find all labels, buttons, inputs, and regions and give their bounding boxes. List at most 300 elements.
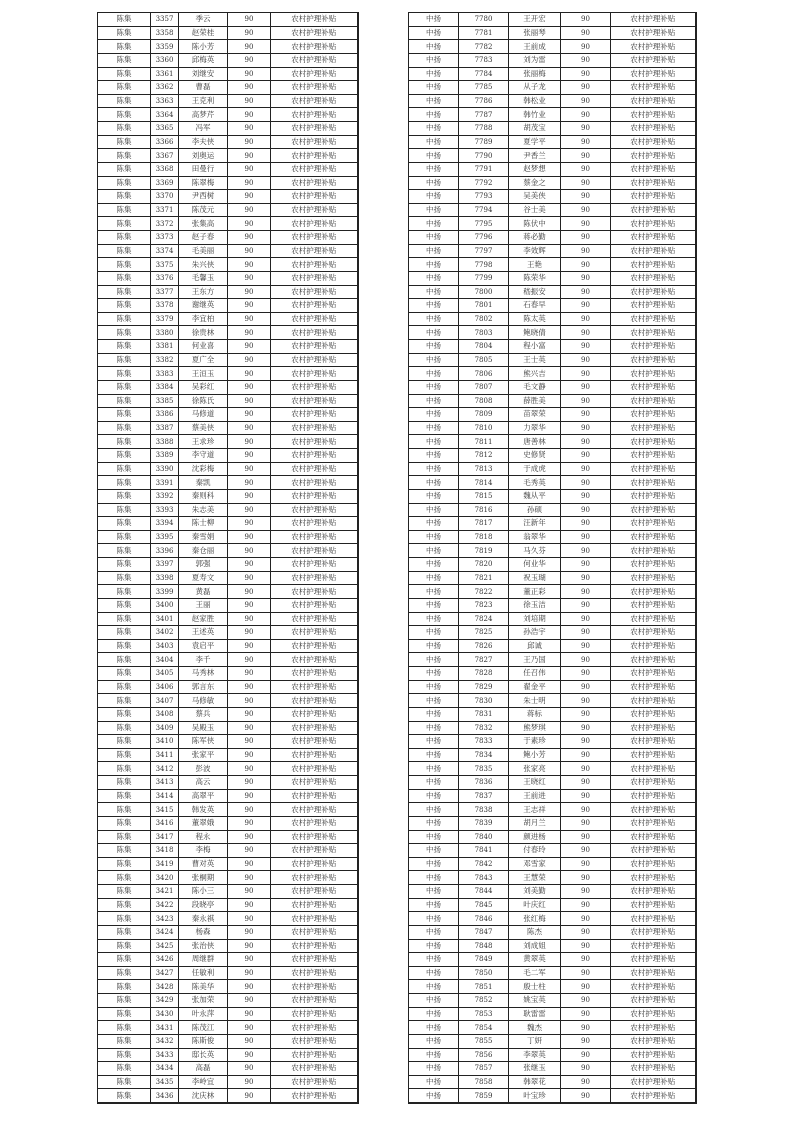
id-cell: 3366 — [151, 135, 179, 149]
subsidy-type-cell: 农村护理补贴 — [271, 885, 358, 899]
amount-cell: 90 — [561, 966, 611, 980]
subsidy-type-cell: 农村护理补贴 — [271, 394, 358, 408]
id-cell: 3421 — [151, 885, 179, 899]
name-cell: 曹磊 — [179, 81, 228, 95]
table-row — [409, 898, 696, 912]
id-cell: 3396 — [151, 544, 179, 558]
amount-cell: 90 — [561, 190, 611, 204]
table-row — [98, 285, 358, 299]
subsidy-type-cell: 农村护理补贴 — [271, 53, 358, 67]
name-cell: 黄磊 — [179, 585, 228, 599]
village-cell: 陈集 — [98, 694, 151, 708]
table-row — [409, 544, 696, 558]
id-cell: 3389 — [151, 449, 179, 463]
name-cell: 任敏利 — [179, 966, 228, 980]
name-cell: 陈茂江 — [179, 1021, 228, 1035]
id-cell: 7833 — [459, 735, 509, 749]
id-cell: 3365 — [151, 122, 179, 136]
id-cell: 7811 — [459, 435, 509, 449]
id-cell: 7824 — [459, 612, 509, 626]
amount-cell: 90 — [561, 149, 611, 163]
amount-cell: 90 — [561, 271, 611, 285]
table-row — [98, 1048, 358, 1062]
village-cell: 陈集 — [98, 1021, 151, 1035]
id-cell: 7807 — [459, 380, 509, 394]
village-cell: 中扬 — [409, 108, 459, 122]
name-cell: 邓雪家 — [509, 857, 561, 871]
table-row — [98, 53, 358, 67]
amount-cell: 90 — [228, 1062, 271, 1076]
subsidy-type-cell: 农村护理补贴 — [611, 966, 696, 980]
table-row — [98, 789, 358, 803]
village-cell: 中扬 — [409, 244, 459, 258]
name-cell: 王艳 — [509, 258, 561, 272]
subsidy-type-cell: 农村护理补贴 — [271, 108, 358, 122]
village-cell: 中扬 — [409, 258, 459, 272]
village-cell: 中扬 — [409, 190, 459, 204]
subsidy-type-cell: 农村护理补贴 — [271, 1048, 358, 1062]
table-row — [98, 1034, 358, 1048]
table-row — [98, 162, 358, 176]
name-cell: 史修贤 — [509, 449, 561, 463]
village-cell: 中扬 — [409, 81, 459, 95]
name-cell: 何业华 — [509, 558, 561, 572]
amount-cell: 90 — [228, 149, 271, 163]
subsidy-type-cell: 农村护理补贴 — [611, 735, 696, 749]
name-cell: 陈小芳 — [179, 40, 228, 54]
id-cell: 7856 — [459, 1048, 509, 1062]
village-cell: 陈集 — [98, 53, 151, 67]
id-cell: 7835 — [459, 762, 509, 776]
id-cell: 7842 — [459, 857, 509, 871]
village-cell: 中扬 — [409, 530, 459, 544]
village-cell: 中扬 — [409, 176, 459, 190]
table-row — [409, 517, 696, 531]
id-cell: 7853 — [459, 1007, 509, 1021]
name-cell: 张集高 — [179, 217, 228, 231]
amount-cell: 90 — [561, 639, 611, 653]
id-cell: 7858 — [459, 1075, 509, 1089]
name-cell: 石春早 — [509, 299, 561, 313]
subsidy-type-cell: 农村护理补贴 — [271, 748, 358, 762]
id-cell: 3401 — [151, 612, 179, 626]
amount-cell: 90 — [561, 26, 611, 40]
name-cell: 李效辉 — [509, 244, 561, 258]
name-cell: 吴殿玉 — [179, 721, 228, 735]
id-cell: 3411 — [151, 748, 179, 762]
id-cell: 7813 — [459, 462, 509, 476]
village-cell: 中扬 — [409, 380, 459, 394]
name-cell: 刘成姐 — [509, 939, 561, 953]
subsidy-type-cell: 农村护理补贴 — [271, 571, 358, 585]
name-cell: 王洹玉 — [179, 367, 228, 381]
table-row — [98, 122, 358, 136]
subsidy-type-cell: 农村护理补贴 — [271, 912, 358, 926]
village-cell: 陈集 — [98, 26, 151, 40]
table-row — [409, 122, 696, 136]
subsidy-type-cell: 农村护理补贴 — [611, 585, 696, 599]
name-cell: 张加荣 — [179, 994, 228, 1008]
village-cell: 陈集 — [98, 844, 151, 858]
village-cell: 中扬 — [409, 885, 459, 899]
id-cell: 3409 — [151, 721, 179, 735]
village-cell: 陈集 — [98, 544, 151, 558]
village-cell: 中扬 — [409, 353, 459, 367]
table-row — [98, 571, 358, 585]
subsidy-type-cell: 农村护理补贴 — [271, 530, 358, 544]
name-cell: 秦则科 — [179, 489, 228, 503]
name-cell: 张家亮 — [509, 762, 561, 776]
table-row — [98, 776, 358, 790]
table-row — [409, 367, 696, 381]
village-cell: 中扬 — [409, 816, 459, 830]
amount-cell: 90 — [228, 885, 271, 899]
table-row — [98, 1021, 358, 1035]
subsidy-type-cell: 农村护理补贴 — [611, 707, 696, 721]
subsidy-type-cell: 农村护理补贴 — [271, 81, 358, 95]
village-cell: 陈集 — [98, 912, 151, 926]
subsidy-type-cell: 农村护理补贴 — [271, 1034, 358, 1048]
village-cell: 中扬 — [409, 844, 459, 858]
table-row — [98, 612, 358, 626]
subsidy-type-cell: 农村护理补贴 — [271, 40, 358, 54]
id-cell: 3364 — [151, 108, 179, 122]
id-cell: 7849 — [459, 953, 509, 967]
village-cell: 陈集 — [98, 571, 151, 585]
name-cell: 蔡美侠 — [179, 421, 228, 435]
table-row — [409, 1048, 696, 1062]
name-cell: 李守道 — [179, 449, 228, 463]
table-row — [409, 299, 696, 313]
subsidy-type-cell: 农村护理补贴 — [271, 939, 358, 953]
table-row — [98, 190, 358, 204]
id-cell: 7795 — [459, 217, 509, 231]
id-cell: 3359 — [151, 40, 179, 54]
village-cell: 陈集 — [98, 721, 151, 735]
table-row — [409, 925, 696, 939]
village-cell: 中扬 — [409, 789, 459, 803]
name-cell: 李岭宜 — [179, 1075, 228, 1089]
amount-cell: 90 — [561, 994, 611, 1008]
id-cell: 3393 — [151, 503, 179, 517]
id-cell: 7803 — [459, 326, 509, 340]
id-cell: 7852 — [459, 994, 509, 1008]
name-cell: 马修敏 — [179, 694, 228, 708]
table-row — [98, 340, 358, 354]
village-cell: 陈集 — [98, 762, 151, 776]
table-row — [98, 639, 358, 653]
id-cell: 3419 — [151, 857, 179, 871]
name-cell: 孙浩宇 — [509, 626, 561, 640]
id-cell: 3357 — [151, 13, 179, 27]
id-cell: 3414 — [151, 789, 179, 803]
id-cell: 3427 — [151, 966, 179, 980]
name-cell: 张治侠 — [179, 939, 228, 953]
name-cell: 王述英 — [179, 626, 228, 640]
amount-cell: 90 — [561, 244, 611, 258]
id-cell: 3383 — [151, 367, 179, 381]
table-row — [98, 94, 358, 108]
village-cell: 陈集 — [98, 258, 151, 272]
village-cell: 中扬 — [409, 925, 459, 939]
table-row — [409, 1089, 696, 1103]
id-cell: 3406 — [151, 680, 179, 694]
village-cell: 陈集 — [98, 449, 151, 463]
id-cell: 3386 — [151, 408, 179, 422]
table-row — [409, 271, 696, 285]
village-cell: 陈集 — [98, 190, 151, 204]
subsidy-type-cell: 农村护理补贴 — [271, 299, 358, 313]
id-cell: 3433 — [151, 1048, 179, 1062]
subsidy-type-cell: 农村护理补贴 — [271, 258, 358, 272]
amount-cell: 90 — [228, 53, 271, 67]
amount-cell: 90 — [561, 367, 611, 381]
subsidy-type-cell: 农村护理补贴 — [611, 912, 696, 926]
amount-cell: 90 — [228, 925, 271, 939]
amount-cell: 90 — [228, 476, 271, 490]
table-row — [409, 449, 696, 463]
village-cell: 陈集 — [98, 380, 151, 394]
village-cell: 陈集 — [98, 67, 151, 81]
subsidy-type-cell: 农村护理补贴 — [271, 1089, 358, 1103]
id-cell: 3375 — [151, 258, 179, 272]
amount-cell: 90 — [561, 1034, 611, 1048]
id-cell: 3412 — [151, 762, 179, 776]
table-row — [409, 94, 696, 108]
amount-cell: 90 — [561, 653, 611, 667]
table-row — [409, 857, 696, 871]
village-cell: 陈集 — [98, 789, 151, 803]
id-cell: 3358 — [151, 26, 179, 40]
amount-cell: 90 — [228, 612, 271, 626]
subsidy-type-cell: 农村护理补贴 — [611, 326, 696, 340]
id-cell: 7857 — [459, 1062, 509, 1076]
village-cell: 陈集 — [98, 1034, 151, 1048]
id-cell: 7796 — [459, 231, 509, 245]
subsidy-type-cell: 农村护理补贴 — [271, 190, 358, 204]
table-row — [409, 503, 696, 517]
village-cell: 陈集 — [98, 585, 151, 599]
id-cell: 7787 — [459, 108, 509, 122]
id-cell: 7781 — [459, 26, 509, 40]
name-cell: 鲍小芳 — [509, 748, 561, 762]
amount-cell: 90 — [561, 748, 611, 762]
id-cell: 3384 — [151, 380, 179, 394]
table-row — [98, 585, 358, 599]
subsidy-type-cell: 农村护理补贴 — [611, 190, 696, 204]
name-cell: 陈翠梅 — [179, 176, 228, 190]
village-cell: 陈集 — [98, 871, 151, 885]
name-cell: 蒋必勤 — [509, 231, 561, 245]
id-cell: 7830 — [459, 694, 509, 708]
village-cell: 陈集 — [98, 435, 151, 449]
name-cell: 高梦芹 — [179, 108, 228, 122]
table-row — [409, 653, 696, 667]
right-subsidy-table — [408, 12, 697, 1104]
table-row — [409, 598, 696, 612]
amount-cell: 90 — [228, 953, 271, 967]
village-cell: 陈集 — [98, 667, 151, 681]
subsidy-type-cell: 农村护理补贴 — [271, 176, 358, 190]
table-row — [409, 1062, 696, 1076]
village-cell: 中扬 — [409, 149, 459, 163]
village-cell: 中扬 — [409, 13, 459, 27]
village-cell: 中扬 — [409, 830, 459, 844]
name-cell: 尹香兰 — [509, 149, 561, 163]
amount-cell: 90 — [561, 462, 611, 476]
table-row — [409, 53, 696, 67]
village-cell: 陈集 — [98, 612, 151, 626]
amount-cell: 90 — [228, 857, 271, 871]
amount-cell: 90 — [228, 939, 271, 953]
id-cell: 7839 — [459, 816, 509, 830]
amount-cell: 90 — [561, 544, 611, 558]
village-cell: 陈集 — [98, 1075, 151, 1089]
amount-cell: 90 — [228, 762, 271, 776]
id-cell: 3395 — [151, 530, 179, 544]
subsidy-type-cell: 农村护理补贴 — [271, 94, 358, 108]
name-cell: 王志祥 — [509, 803, 561, 817]
village-cell: 陈集 — [98, 408, 151, 422]
name-cell: 陈军侠 — [179, 735, 228, 749]
village-cell: 中扬 — [409, 558, 459, 572]
village-cell: 中扬 — [409, 694, 459, 708]
id-cell: 3429 — [151, 994, 179, 1008]
village-cell: 陈集 — [98, 503, 151, 517]
name-cell: 冯军 — [179, 122, 228, 136]
village-cell: 陈集 — [98, 598, 151, 612]
id-cell: 3398 — [151, 571, 179, 585]
amount-cell: 90 — [228, 449, 271, 463]
table-row — [409, 735, 696, 749]
village-cell: 中扬 — [409, 449, 459, 463]
table-row — [409, 312, 696, 326]
id-cell: 3436 — [151, 1089, 179, 1103]
village-cell: 陈集 — [98, 994, 151, 1008]
subsidy-type-cell: 农村护理补贴 — [611, 367, 696, 381]
subsidy-type-cell: 农村护理补贴 — [271, 231, 358, 245]
village-cell: 陈集 — [98, 803, 151, 817]
id-cell: 3408 — [151, 707, 179, 721]
table-row — [409, 626, 696, 640]
id-cell: 3424 — [151, 925, 179, 939]
subsidy-type-cell: 农村护理补贴 — [271, 857, 358, 871]
subsidy-type-cell: 农村护理补贴 — [271, 639, 358, 653]
subsidy-type-cell: 农村护理补贴 — [271, 953, 358, 967]
table-row — [98, 816, 358, 830]
village-cell: 中扬 — [409, 489, 459, 503]
amount-cell: 90 — [561, 108, 611, 122]
name-cell: 韩松业 — [509, 94, 561, 108]
village-cell: 中扬 — [409, 898, 459, 912]
name-cell: 任召伟 — [509, 667, 561, 681]
subsidy-type-cell: 农村护理补贴 — [611, 421, 696, 435]
id-cell: 7843 — [459, 871, 509, 885]
id-cell: 3422 — [151, 898, 179, 912]
id-cell: 3394 — [151, 517, 179, 531]
subsidy-type-cell: 农村护理补贴 — [611, 1007, 696, 1021]
id-cell: 7786 — [459, 94, 509, 108]
name-cell: 陈荣华 — [509, 271, 561, 285]
village-cell: 中扬 — [409, 939, 459, 953]
id-cell: 7780 — [459, 13, 509, 27]
name-cell: 邸长英 — [179, 1048, 228, 1062]
village-cell: 陈集 — [98, 312, 151, 326]
id-cell: 3400 — [151, 598, 179, 612]
name-cell: 曹对英 — [179, 857, 228, 871]
table-row — [409, 326, 696, 340]
village-cell: 中扬 — [409, 776, 459, 790]
table-row — [409, 394, 696, 408]
table-row — [409, 530, 696, 544]
subsidy-type-cell: 农村护理补贴 — [611, 285, 696, 299]
subsidy-type-cell: 农村护理补贴 — [271, 244, 358, 258]
village-cell: 陈集 — [98, 939, 151, 953]
table-row — [98, 326, 358, 340]
amount-cell: 90 — [228, 980, 271, 994]
table-row — [409, 203, 696, 217]
id-cell: 7788 — [459, 122, 509, 136]
subsidy-type-cell: 农村护理补贴 — [611, 67, 696, 81]
village-cell: 陈集 — [98, 40, 151, 54]
name-cell: 汪新年 — [509, 517, 561, 531]
id-cell: 7847 — [459, 925, 509, 939]
name-cell: 郭强 — [179, 558, 228, 572]
table-row — [98, 1089, 358, 1103]
id-cell: 7809 — [459, 408, 509, 422]
table-row — [409, 408, 696, 422]
subsidy-type-cell: 农村护理补贴 — [611, 380, 696, 394]
name-cell: 郭言东 — [179, 680, 228, 694]
name-cell: 杨森 — [179, 925, 228, 939]
name-cell: 谷士美 — [509, 203, 561, 217]
amount-cell: 90 — [561, 1021, 611, 1035]
table-row — [98, 885, 358, 899]
name-cell: 张家平 — [179, 748, 228, 762]
table-row — [98, 517, 358, 531]
name-cell: 付春玲 — [509, 844, 561, 858]
amount-cell: 90 — [228, 1075, 271, 1089]
name-cell: 王丽 — [179, 598, 228, 612]
table-row — [98, 421, 358, 435]
name-cell: 秦永祺 — [179, 912, 228, 926]
subsidy-type-cell: 农村护理补贴 — [611, 394, 696, 408]
id-cell: 3430 — [151, 1007, 179, 1021]
name-cell: 王士英 — [509, 353, 561, 367]
subsidy-type-cell: 农村护理补贴 — [271, 1075, 358, 1089]
table-row — [409, 149, 696, 163]
amount-cell: 90 — [228, 135, 271, 149]
subsidy-type-cell: 农村护理补贴 — [611, 162, 696, 176]
name-cell: 魏杰 — [509, 1021, 561, 1035]
name-cell: 胡月兰 — [509, 816, 561, 830]
village-cell: 中扬 — [409, 1089, 459, 1103]
name-cell: 朱士明 — [509, 694, 561, 708]
table-row — [409, 162, 696, 176]
name-cell: 毛二军 — [509, 966, 561, 980]
id-cell: 3372 — [151, 217, 179, 231]
subsidy-type-cell: 农村护理补贴 — [611, 462, 696, 476]
name-cell: 赵荣桂 — [179, 26, 228, 40]
village-cell: 中扬 — [409, 994, 459, 1008]
village-cell: 陈集 — [98, 558, 151, 572]
table-row — [98, 898, 358, 912]
subsidy-type-cell: 农村护理补贴 — [271, 789, 358, 803]
id-cell: 7799 — [459, 271, 509, 285]
table-row — [98, 871, 358, 885]
table-row — [409, 231, 696, 245]
village-cell: 陈集 — [98, 980, 151, 994]
